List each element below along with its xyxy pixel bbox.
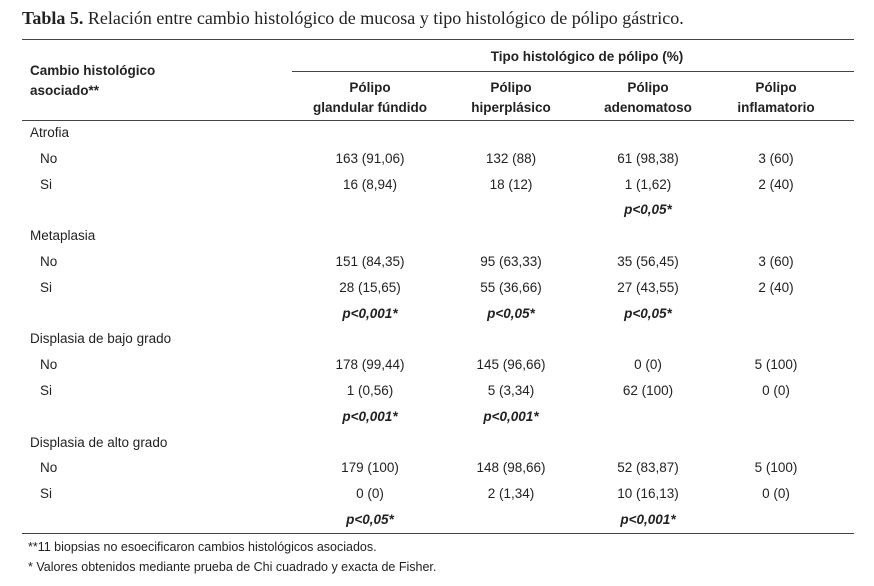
table-cell: 2 (40) — [758, 279, 794, 295]
bottom-rule — [22, 533, 854, 534]
table-cell: 61 (98,38) — [617, 150, 679, 166]
column-header-line1: Pólipo — [490, 80, 532, 95]
row-header-line2: asociado** — [30, 83, 100, 98]
footnote-1: **11 biopsias no esoecificaron cambios histológicos asociados. — [28, 540, 377, 554]
table-cell: 35 (56,45) — [617, 254, 679, 269]
table-cell: 0 (0) — [762, 383, 790, 398]
table-title-text: Relación entre cambio histológico de mucosa y tipo histológico de pólipo gástrico. — [87, 8, 684, 28]
table-cell: 1 (0,56) — [346, 383, 394, 398]
group-rule — [292, 71, 854, 72]
p-value: p<0,001* — [620, 512, 676, 527]
row-label: Si — [40, 176, 53, 192]
column-header-line1: Pólipo — [755, 80, 797, 95]
table-cell: 27 (43,55) — [617, 279, 679, 295]
top-rule — [22, 39, 854, 40]
table-cell: 95 (63,33) — [480, 254, 542, 269]
p-value: p<0,05* — [624, 305, 672, 321]
p-value: p<0,05* — [346, 512, 394, 527]
row-label: Si — [40, 486, 53, 502]
table-title — [22, 8, 684, 29]
table-cell: 163 (91,06) — [335, 150, 405, 166]
table-cell: 28 (15,65) — [339, 279, 401, 295]
section-label: Displasia de bajo grado — [30, 331, 172, 347]
table-cell: 179 (100) — [341, 460, 399, 476]
table-cell: 5 (100) — [754, 357, 798, 373]
table-cell: 0 (0) — [762, 486, 790, 502]
table-cell: 52 (83,87) — [617, 460, 679, 476]
table-cell: 2 (1,34) — [487, 486, 535, 502]
table-cell: 55 (36,66) — [480, 279, 542, 295]
row-label: No — [40, 254, 58, 269]
table-cell: 62 (100) — [622, 383, 674, 398]
group-header: Tipo histológico de pólipo (%) — [490, 49, 684, 64]
section-label: Metaplasia — [30, 228, 96, 244]
column-header-line2: glandular fúndido — [313, 100, 427, 115]
table-cell: 0 (0) — [356, 486, 384, 502]
column-header-line2: inflamatorio — [737, 100, 815, 115]
row-label: No — [40, 150, 58, 166]
table-cell: 151 (84,35) — [335, 254, 405, 269]
table-cell: 10 (16,13) — [617, 486, 679, 502]
row-label: Si — [40, 279, 53, 295]
column-header-line1: Pólipo — [349, 80, 391, 95]
table-cell: 3 (60) — [758, 254, 794, 269]
table-cell: 16 (8,94) — [342, 176, 398, 192]
header-rule — [22, 120, 854, 121]
footnote-2: * Valores obtenidos mediante prueba de Chi cuadrado y exacta de Fisher. — [28, 560, 437, 574]
column-header-line2: hiperplásico — [471, 100, 551, 115]
column-header-line1: Pólipo — [627, 80, 669, 95]
p-value: p<0,001* — [342, 305, 398, 321]
p-value: p<0,05* — [487, 305, 535, 321]
section-label: Atrofia — [30, 125, 70, 140]
row-label: No — [40, 357, 58, 373]
row-header-line1: Cambio histológico — [30, 63, 156, 78]
table-cell: 3 (60) — [758, 150, 794, 166]
table-cell: 5 (3,34) — [487, 383, 535, 398]
row-label: No — [40, 460, 58, 476]
table-cell: 178 (99,44) — [335, 357, 405, 373]
table-cell: 2 (40) — [758, 176, 794, 192]
table-cell: 18 (12) — [489, 176, 533, 192]
p-value: p<0,05* — [624, 202, 672, 218]
table-cell: 5 (100) — [754, 460, 798, 476]
table-title-label: Tabla 5. — [22, 8, 84, 28]
table-cell: 148 (98,66) — [476, 460, 546, 476]
table-cell: 1 (1,62) — [624, 176, 672, 192]
section-label: Displasia de alto grado — [30, 434, 168, 450]
column-header-line2: adenomatoso — [604, 100, 692, 115]
p-value: p<0,001* — [483, 408, 539, 424]
p-value: p<0,001* — [342, 408, 398, 424]
table-cell: 145 (96,66) — [476, 357, 546, 373]
table-cell: 132 (88) — [485, 150, 537, 166]
table-cell: 0 (0) — [634, 357, 662, 373]
row-label: Si — [40, 383, 53, 398]
